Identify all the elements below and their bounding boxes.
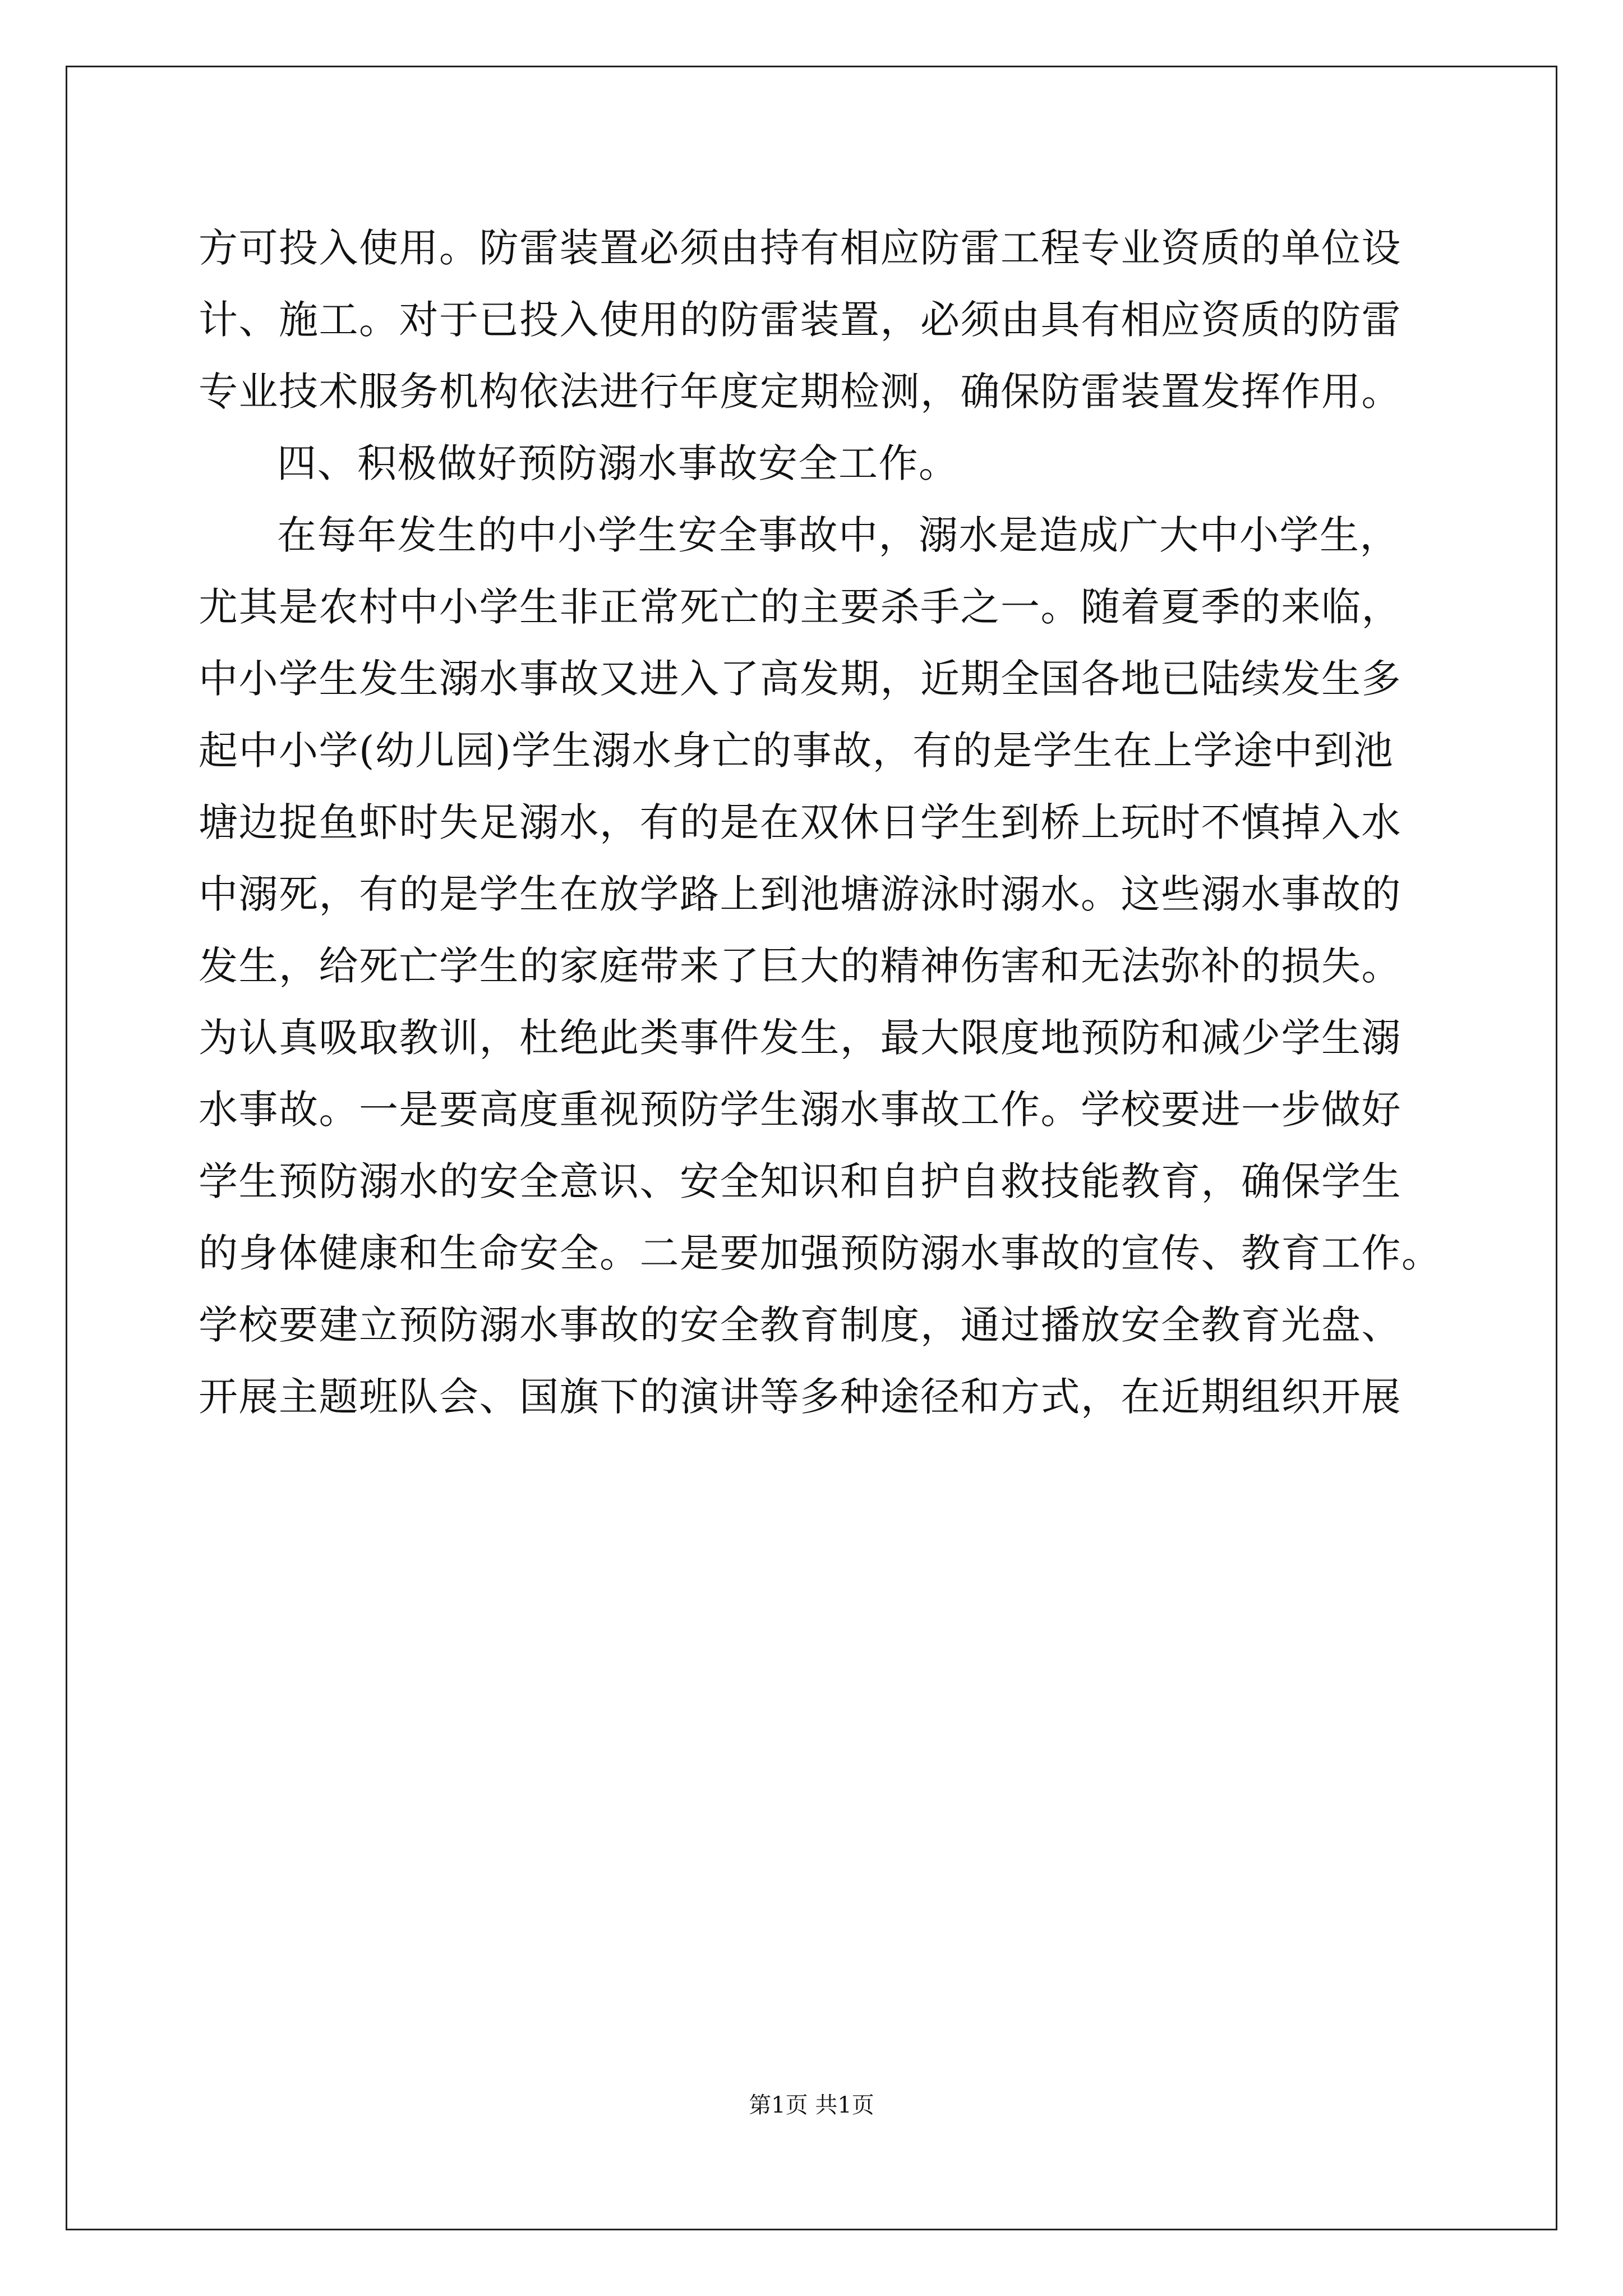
text-line: 为认真吸取教训，杜绝此类事件发生，最大限度地预防和减少学生溺 [199,1015,1401,1061]
page-footer: 第1页 共1页 [749,2092,874,2118]
text-line: 中小学生发生溺水事故又进入了高发期，近期全国各地已陆续发生多 [199,656,1401,702]
text-line: 方可投入使用。防雷装置必须由持有相应防雷工程专业资质的单位设 [199,225,1401,271]
text-line: 起中小学(幼儿园)学生溺水身亡的事故，有的是学生在上学途中到池 [199,728,1394,774]
text-line: 计、施工。对于已投入使用的防雷装置，必须由具有相应资质的防雷 [199,297,1401,343]
text-line: 塘边捉鱼虾时失足溺水，有的是在双休日学生到桥上玩时不慎掉入水 [199,799,1401,845]
text-line: 在每年发生的中小学生安全事故中，溺水是造成广大中小学生， [277,512,1400,558]
text-line: 学生预防溺水的安全意识、安全知识和自护自救技能教育，确保学生 [199,1158,1401,1204]
section-heading: 四、积极做好预防溺水事故安全工作。 [277,440,959,486]
text-line: 水事故。一是要高度重视预防学生溺水事故工作。学校要进一步做好 [199,1087,1401,1133]
text-line: 尤其是农村中小学生非正常死亡的主要杀手之一。随着夏季的来临， [199,584,1401,630]
text-line: 中溺死，有的是学生在放学路上到池塘游泳时溺水。这些溺水事故的 [199,871,1401,917]
text-line: 发生，给死亡学生的家庭带来了巨大的精神伤害和无法弥补的损失。 [199,943,1401,989]
text-line: 开展主题班队会、国旗下的演讲等多种途径和方式，在近期组织开展 [199,1374,1401,1420]
text-line: 专业技术服务机构依法进行年度定期检测，确保防雷装置发挥作用。 [199,369,1401,415]
text-line: 学校要建立预防溺水事故的安全教育制度，通过播放安全教育光盘、 [199,1302,1401,1348]
text-line: 的身体健康和生命安全。二是要加强预防溺水事故的宣传、教育工作。 [199,1230,1442,1276]
